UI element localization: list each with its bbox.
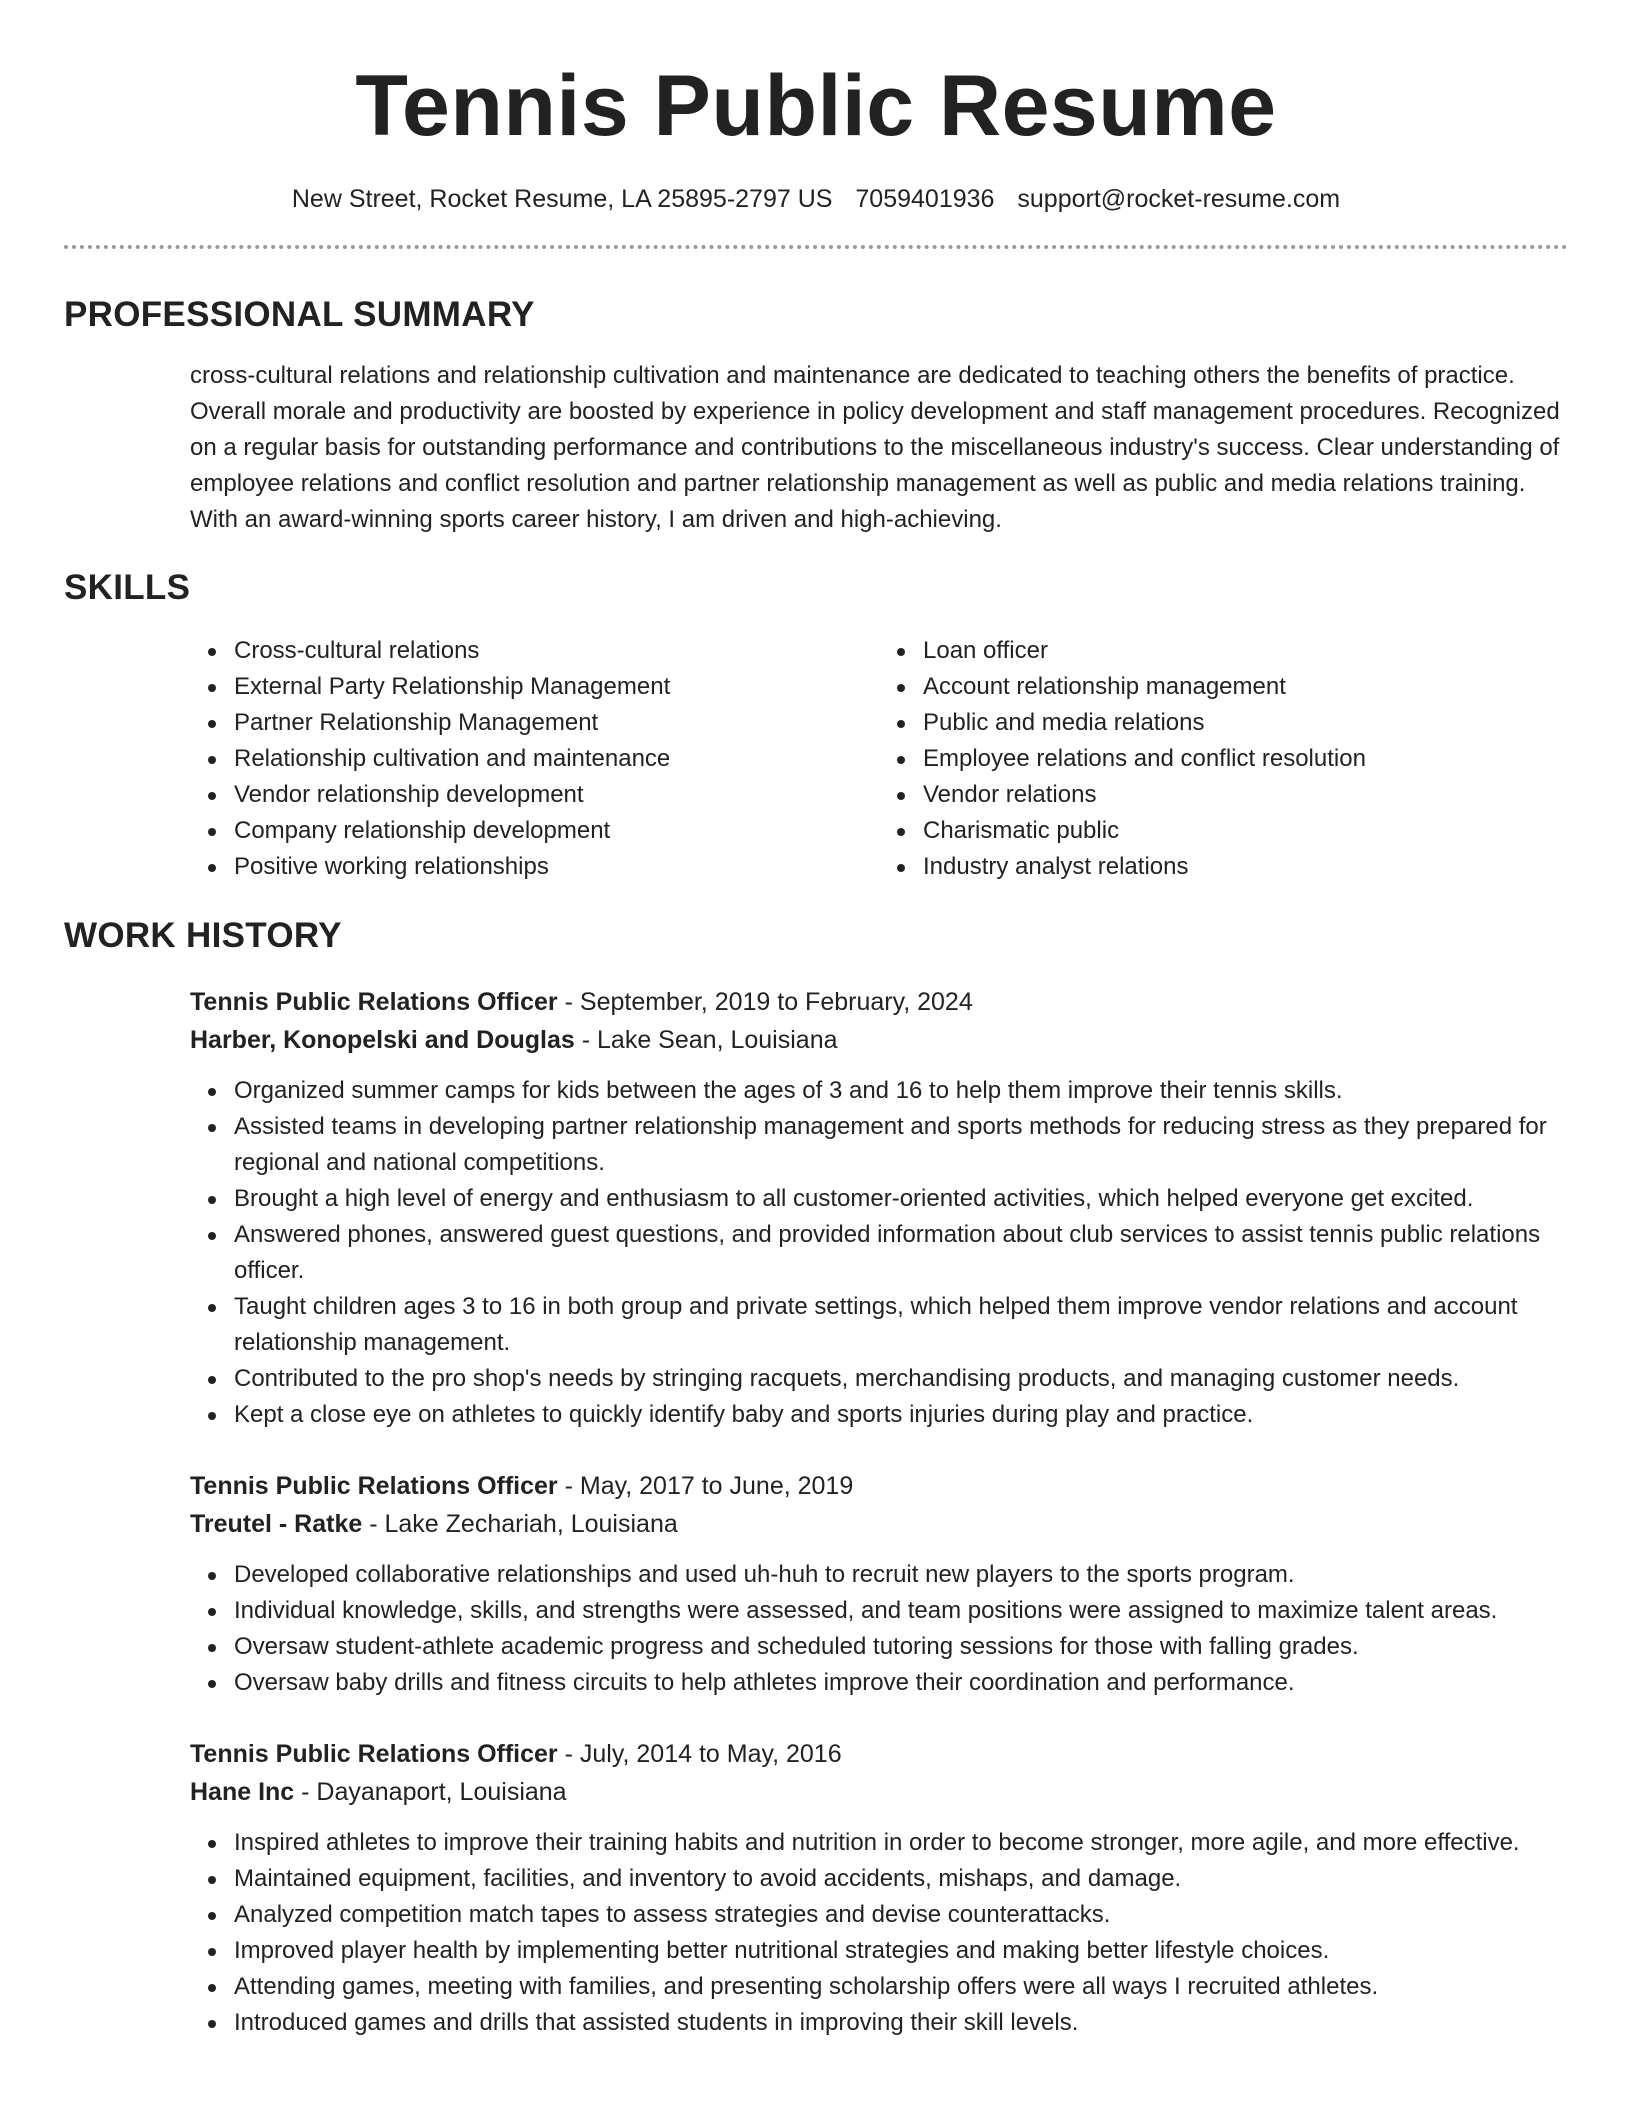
job-role-line	[190, 1735, 1568, 1773]
skills-heading: SKILLS	[64, 568, 191, 607]
job-bullet: Taught children ages 3 to 16 in both group and private settings, which helped them improve vendor relations and account relationship management.	[234, 1289, 1568, 1361]
job-bullet: Brought a high level of energy and enthusiasm to all customer-oriented activities, which helped everyone get excited.	[234, 1181, 1568, 1217]
skill-item: Vendor relationship development	[234, 777, 879, 813]
job-bullet: Contributed to the pro shop's needs by stringing racquets, merchandising products, and managing customer needs.	[234, 1361, 1568, 1397]
contact-email: support@rocket-resume.com	[1017, 185, 1341, 213]
skill-item: Vendor relations	[923, 777, 1568, 813]
job-bullet: Improved player health by implementing better nutritional strategies and making better lifestyle choices.	[234, 1933, 1568, 1969]
resume-page	[64, 0, 1568, 2041]
skills-list-right	[879, 633, 1568, 885]
summary-text: cross-cultural relations and relationship cultivation and maintenance are dedicated to teaching others the benefits of practice. Overall morale and productivity are boosted by experience in policy development and staff management procedures. Recognized on a regular basis for outstanding performance and contributions to the miscellaneous industry's success. Clear understanding of employee relations and conflict resolution and partner relationship management as well as public and media relations training. With an award-winning sports career history, I am driven and high-achieving.	[190, 362, 1560, 533]
skill-item: External Party Relationship Management	[234, 669, 879, 705]
skills-grid	[190, 633, 1568, 885]
job-bullets	[64, 1825, 1568, 2041]
job-dates: - July, 2014 to May, 2016	[557, 1740, 842, 1768]
skill-item: Positive working relationships	[234, 849, 879, 885]
contact-phone: 7059401936	[855, 185, 995, 213]
skills-list-left	[190, 633, 879, 885]
job-bullet: Analyzed competition match tapes to assess strategies and devise counterattacks.	[234, 1897, 1568, 1933]
contact-line	[64, 182, 1568, 216]
job-entry	[190, 1467, 1568, 1701]
job-role: Tennis Public Relations Officer	[190, 1472, 558, 1500]
job-bullets	[64, 1557, 1568, 1701]
job-bullets	[64, 1073, 1568, 1433]
job-bullet: Organized summer camps for kids between the ages of 3 and 16 to help them improve their tennis skills.	[234, 1073, 1568, 1109]
skill-item: Loan officer	[923, 633, 1568, 669]
work-history-heading: WORK HISTORY	[64, 916, 342, 955]
skill-item: Cross-cultural relations	[234, 633, 879, 669]
job-role-line	[190, 1467, 1568, 1505]
job-bullet: Answered phones, answered guest questions, and provided information about club services to assist tennis public relations officer.	[234, 1217, 1568, 1289]
job-location: - Lake Sean, Louisiana	[574, 1026, 838, 1054]
job-bullet: Oversaw baby drills and fitness circuits to help athletes improve their coordination and performance.	[234, 1665, 1568, 1701]
job-entry	[190, 983, 1568, 1433]
job-bullet: Oversaw student-athlete academic progress and scheduled tutoring sessions for those with falling grades.	[234, 1629, 1568, 1665]
job-entry	[190, 1735, 1568, 2041]
job-company: Treutel - Ratke	[190, 1510, 363, 1538]
skill-item: Partner Relationship Management	[234, 705, 879, 741]
job-bullet: Inspired athletes to improve their training habits and nutrition in order to become stronger, more agile, and more effective.	[234, 1825, 1568, 1861]
job-company-line	[190, 1773, 1568, 1811]
summary-heading: PROFESSIONAL SUMMARY	[64, 295, 535, 334]
resume-name: Tennis Public Resume	[355, 58, 1277, 154]
job-bullet: Individual knowledge, skills, and strengths were assessed, and team positions were assigned to maximize talent areas.	[234, 1593, 1568, 1629]
job-role: Tennis Public Relations Officer	[190, 1740, 558, 1768]
job-dates: - May, 2017 to June, 2019	[557, 1472, 854, 1500]
skill-item: Employee relations and conflict resolution	[923, 741, 1568, 777]
job-company: Harber, Konopelski and Douglas	[190, 1026, 575, 1054]
skill-item: Public and media relations	[923, 705, 1568, 741]
job-role-line	[190, 983, 1568, 1021]
header-divider	[64, 245, 1568, 249]
job-company: Hane Inc	[190, 1778, 295, 1806]
job-company-line	[190, 1505, 1568, 1543]
job-bullet: Developed collaborative relationships and used uh-huh to recruit new players to the sports program.	[234, 1557, 1568, 1593]
skill-item: Relationship cultivation and maintenance	[234, 741, 879, 777]
job-location: - Dayanaport, Louisiana	[294, 1778, 567, 1806]
skill-item: Charismatic public	[923, 813, 1568, 849]
job-role: Tennis Public Relations Officer	[190, 988, 558, 1016]
contact-address: New Street, Rocket Resume, LA 25895-2797 US	[291, 185, 833, 213]
job-dates: - September, 2019 to February, 2024	[557, 988, 973, 1016]
skill-item: Account relationship management	[923, 669, 1568, 705]
job-bullet: Kept a close eye on athletes to quickly identify baby and sports injuries during play and practice.	[234, 1397, 1568, 1433]
job-bullet: Attending games, meeting with families, and presenting scholarship offers were all ways I recruited athletes.	[234, 1969, 1568, 2005]
job-bullet: Maintained equipment, facilities, and inventory to avoid accidents, mishaps, and damage.	[234, 1861, 1568, 1897]
job-company-line	[190, 1021, 1568, 1059]
skill-item: Company relationship development	[234, 813, 879, 849]
skill-item: Industry analyst relations	[923, 849, 1568, 885]
job-bullet: Introduced games and drills that assisted students in improving their skill levels.	[234, 2005, 1568, 2041]
job-bullet: Assisted teams in developing partner relationship management and sports methods for reducing stress as they prepared for regional and national competitions.	[234, 1109, 1568, 1181]
job-location: - Lake Zechariah, Louisiana	[362, 1510, 678, 1538]
